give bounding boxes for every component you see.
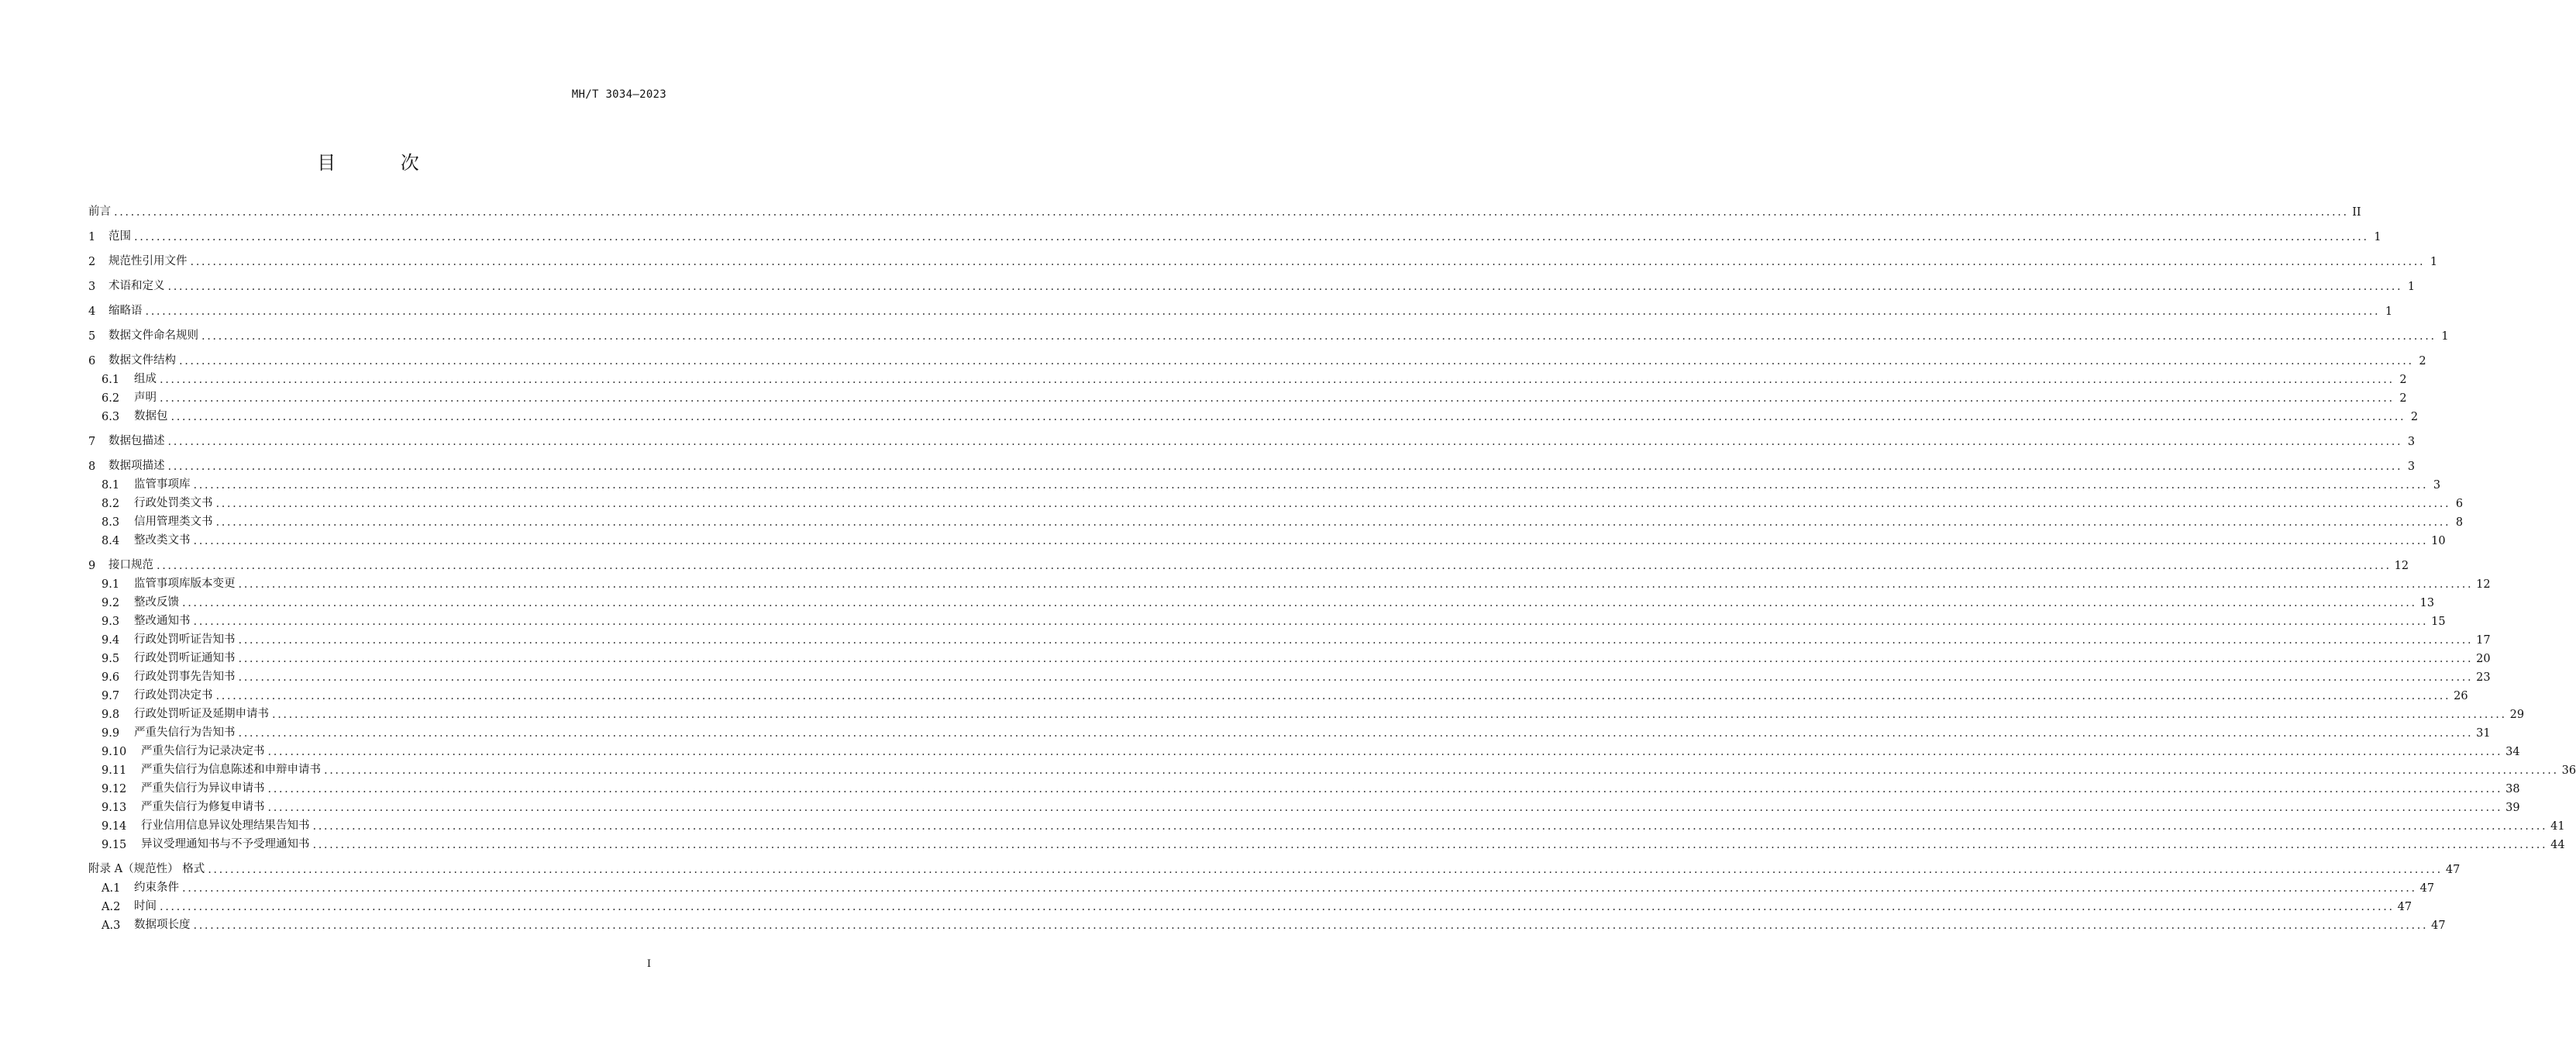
toc-entry-number: 9.1 <box>102 578 120 591</box>
toc-entry-page: 31 <box>2476 727 2491 740</box>
toc-entry[interactable] <box>88 572 2491 591</box>
toc-entry-page: 38 <box>2505 783 2520 795</box>
toc-entry-page: 10 <box>2431 535 2446 547</box>
toc-entry-page: 47 <box>2397 901 2412 913</box>
toc-dot-leader: ................................................................................................................................................................................................................................................................................................................................................................................................................ <box>267 746 2503 758</box>
toc-entry[interactable] <box>88 758 2576 777</box>
toc-entry-label: 前言 <box>88 205 111 218</box>
toc-entry-page: 41 <box>2550 820 2565 833</box>
toc-entry-label: 规范性引用文件 <box>108 255 188 267</box>
toc-dot-leader: ................................................................................................................................................................................................................................................................................................................................................................................................................ <box>238 578 2474 591</box>
toc-entry-number: 9.5 <box>102 653 120 665</box>
toc-entry-page: 13 <box>2419 597 2435 609</box>
toc-entry-label: 严重失信行为修复申请书 <box>141 801 265 813</box>
toc-entry-label: 范围 <box>108 230 131 243</box>
toc-dot-leader: ................................................................................................................................................................................................................................................................................................................................................................................................................ <box>238 634 2474 647</box>
toc-entry-number: 6 <box>88 355 96 367</box>
toc-entry-page: 2 <box>2399 374 2407 386</box>
toc-entry-page: 2 <box>2419 355 2426 367</box>
toc-entry-number: 8 <box>88 461 96 473</box>
toc-entry-label: 约束条件 <box>134 882 179 894</box>
toc-entry-number: 9.15 <box>102 839 127 851</box>
toc-entry[interactable] <box>88 665 2491 684</box>
toc-dot-leader: ................................................................................................................................................................................................................................................................................................................................................................................................................ <box>208 864 2443 876</box>
toc-entry-label: 异议受理通知书与不予受理通知书 <box>141 838 310 851</box>
toc-entry-number: 9.7 <box>102 690 120 702</box>
toc-dot-leader: ................................................................................................................................................................................................................................................................................................................................................................................................................ <box>182 597 2417 609</box>
toc-entry-page: 15 <box>2431 616 2446 628</box>
toc-entry-label: 缩略语 <box>108 305 143 317</box>
toc-dot-leader: ................................................................................................................................................................................................................................................................................................................................................................................................................ <box>145 305 2381 318</box>
toc-dot-leader: ................................................................................................................................................................................................................................................................................................................................................................................................................ <box>312 839 2548 851</box>
toc-dot-leader: ................................................................................................................................................................................................................................................................................................................................................................................................................ <box>201 330 2437 343</box>
toc-entry-label: 数据文件命名规则 <box>108 330 198 342</box>
toc-entry-page: 23 <box>2476 671 2491 684</box>
toc-entry-page: 6 <box>2455 498 2464 510</box>
toc-entry[interactable] <box>88 647 2491 665</box>
toc-entry-number: 9.8 <box>102 709 120 721</box>
toc-entry-label: 严重失信行为告知书 <box>134 726 236 739</box>
toc-entry[interactable] <box>88 721 2491 740</box>
toc-dot-leader: ................................................................................................................................................................................................................................................................................................................................................................................................................ <box>267 783 2503 795</box>
toc-entry-page: 36 <box>2561 764 2576 777</box>
toc-entry[interactable] <box>88 529 2446 547</box>
toc-dot-leader: ................................................................................................................................................................................................................................................................................................................................................................................................................ <box>193 535 2429 547</box>
table-of-contents <box>88 200 2576 932</box>
toc-entry-page: 3 <box>2407 436 2416 448</box>
toc-entry[interactable] <box>88 225 2381 243</box>
toc-dot-leader: ................................................................................................................................................................................................................................................................................................................................................................................................................ <box>238 727 2474 740</box>
toc-entry-page: 1 <box>2430 256 2438 268</box>
toc-entry[interactable] <box>88 367 2407 386</box>
toc-entry[interactable] <box>88 628 2491 647</box>
toc-dot-leader: ................................................................................................................................................................................................................................................................................................................................................................................................................ <box>193 479 2429 492</box>
toc-entry-number: A.3 <box>102 920 121 932</box>
page-number: I <box>646 958 651 970</box>
toc-entry[interactable] <box>88 250 2438 268</box>
toc-entry-number: 9 <box>88 560 96 572</box>
toc-entry[interactable] <box>88 349 2426 367</box>
toc-entry[interactable] <box>88 200 2361 219</box>
document-code: MH/T 3034—2023 <box>571 88 666 101</box>
toc-entry[interactable] <box>88 405 2419 423</box>
toc-entry-label: 行政处罚类文书 <box>134 497 213 509</box>
toc-entry-page: 39 <box>2505 802 2520 814</box>
toc-entry[interactable] <box>88 473 2441 492</box>
toc-entry-number: 9.9 <box>102 727 120 740</box>
toc-dot-leader: ................................................................................................................................................................................................................................................................................................................................................................................................................ <box>272 709 2507 721</box>
toc-entry-label: 数据项长度 <box>134 919 191 931</box>
toc-entry-label: 行政处罚决定书 <box>134 689 213 702</box>
toc-entry[interactable] <box>88 833 2565 851</box>
toc-entry-number: 8.4 <box>102 535 120 547</box>
toc-entry-number: A.1 <box>102 882 121 895</box>
toc-entry-number: 8.1 <box>102 479 120 492</box>
toc-entry-label: 声明 <box>134 392 157 404</box>
toc-entry-page: 47 <box>2419 882 2435 895</box>
toc-entry-page: 12 <box>2394 560 2409 572</box>
toc-entry-number: 5 <box>88 330 96 343</box>
toc-dot-leader: ................................................................................................................................................................................................................................................................................................................................................................................................................ <box>167 281 2403 293</box>
toc-entry[interactable] <box>88 299 2393 318</box>
toc-entry[interactable] <box>88 814 2565 833</box>
toc-entry[interactable] <box>88 454 2416 473</box>
toc-dot-leader: ................................................................................................................................................................................................................................................................................................................................................................................................................ <box>179 355 2414 367</box>
toc-dot-leader: ................................................................................................................................................................................................................................................................................................................................................................................................................ <box>134 231 2369 243</box>
toc-entry[interactable] <box>88 492 2464 510</box>
toc-entry-label: 严重失信行为异议申请书 <box>141 782 265 795</box>
toc-entry-number: 6.3 <box>102 411 120 423</box>
toc-entry-label: 信用管理类文书 <box>134 516 213 528</box>
toc-dot-leader: ................................................................................................................................................................................................................................................................................................................................................................................................................ <box>193 920 2429 932</box>
toc-entry-page: 1 <box>2407 281 2416 293</box>
toc-entry-label: 整改通知书 <box>134 615 191 627</box>
toc-entry-page: 47 <box>2445 864 2461 876</box>
toc-entry-label: 时间 <box>134 900 157 913</box>
toc-dot-leader: ................................................................................................................................................................................................................................................................................................................................................................................................................ <box>160 901 2395 913</box>
toc-entry-number: 1 <box>88 231 96 243</box>
toc-entry-number: 9.13 <box>102 802 127 814</box>
toc-entry-number: 6.1 <box>102 374 120 386</box>
toc-entry-page: 2 <box>2399 392 2407 405</box>
toc-entry-label: 行业信用信息异议处理结果告知书 <box>141 819 310 832</box>
toc-entry-label: 附录 A（规范性） 格式 <box>88 863 205 875</box>
toc-entry-label: 整改反馈 <box>134 596 179 609</box>
toc-entry-number: 6.2 <box>102 392 120 405</box>
toc-entry-label: 数据文件结构 <box>108 354 176 367</box>
toc-entry-label: 监管事项库版本变更 <box>134 578 236 590</box>
toc-entry-page: 3 <box>2407 461 2416 473</box>
toc-dot-leader: ................................................................................................................................................................................................................................................................................................................................................................................................................ <box>215 498 2451 510</box>
toc-entry-label: 组成 <box>134 373 157 385</box>
toc-entry-label: 整改类文书 <box>134 534 191 547</box>
toc-entry-number: 8.3 <box>102 516 120 529</box>
toc-entry-page: 1 <box>2385 305 2393 318</box>
toc-dot-leader: ................................................................................................................................................................................................................................................................................................................................................................................................................ <box>324 764 2559 777</box>
toc-dot-leader: ................................................................................................................................................................................................................................................................................................................................................................................................................ <box>215 690 2451 702</box>
toc-entry-page: 26 <box>2454 690 2468 702</box>
toc-dot-leader: ................................................................................................................................................................................................................................................................................................................................................................................................................ <box>167 461 2403 473</box>
toc-entry-label: 数据包描述 <box>108 435 165 447</box>
toc-dot-leader: ................................................................................................................................................................................................................................................................................................................................................................................................................ <box>160 374 2395 386</box>
toc-entry[interactable] <box>88 609 2446 628</box>
toc-entry-page: 29 <box>2509 709 2525 721</box>
toc-entry-number: 9.10 <box>102 746 127 758</box>
toc-entry[interactable] <box>88 554 2409 572</box>
toc-entry-number: 8.2 <box>102 498 120 510</box>
toc-dot-leader: ................................................................................................................................................................................................................................................................................................................................................................................................................ <box>238 653 2474 665</box>
toc-entry[interactable] <box>88 740 2520 758</box>
toc-entry-page: 12 <box>2476 578 2491 591</box>
toc-entry-page: 1 <box>2441 330 2449 343</box>
toc-entry[interactable] <box>88 913 2446 932</box>
toc-dot-leader: ................................................................................................................................................................................................................................................................................................................................................................................................................ <box>114 206 2349 219</box>
toc-dot-leader: ................................................................................................................................................................................................................................................................................................................................................................................................................ <box>238 671 2474 684</box>
toc-entry-number: 2 <box>88 256 96 268</box>
toc-dot-leader: ................................................................................................................................................................................................................................................................................................................................................................................................................ <box>167 436 2403 448</box>
toc-entry[interactable] <box>88 510 2464 529</box>
toc-entry-page: 34 <box>2505 746 2520 758</box>
toc-entry-label: 术语和定义 <box>108 280 165 292</box>
toc-entry[interactable] <box>88 274 2416 293</box>
toc-dot-leader: ................................................................................................................................................................................................................................................................................................................................................................................................................ <box>182 882 2417 895</box>
toc-dot-leader: ................................................................................................................................................................................................................................................................................................................................................................................................................ <box>170 411 2406 423</box>
toc-entry[interactable] <box>88 430 2416 448</box>
toc-entry[interactable] <box>88 895 2412 913</box>
toc-entry[interactable] <box>88 857 2461 876</box>
toc-dot-leader: ................................................................................................................................................................................................................................................................................................................................................................................................................ <box>267 802 2503 814</box>
toc-entry[interactable] <box>88 795 2520 814</box>
toc-entry-page: II <box>2352 206 2361 219</box>
toc-entry-page: 3 <box>2433 479 2441 492</box>
toc-entry[interactable] <box>88 702 2525 721</box>
toc-entry-page: 17 <box>2476 634 2491 647</box>
toc-dot-leader: ................................................................................................................................................................................................................................................................................................................................................................................................................ <box>190 256 2426 268</box>
toc-entry-label: 行政处罚事先告知书 <box>134 671 236 683</box>
toc-entry-page: 47 <box>2431 920 2446 932</box>
toc-entry[interactable] <box>88 386 2407 405</box>
toc-entry-number: 9.6 <box>102 671 120 684</box>
page-title: 目 次 <box>317 152 449 174</box>
toc-entry-page: 20 <box>2476 653 2491 665</box>
toc-dot-leader: ................................................................................................................................................................................................................................................................................................................................................................................................................ <box>312 820 2548 833</box>
toc-entry-number: 9.14 <box>102 820 127 833</box>
toc-entry-label: 严重失信行为记录决定书 <box>141 745 265 757</box>
toc-entry-label: 行政处罚听证通知书 <box>134 652 236 664</box>
toc-entry[interactable] <box>88 876 2435 895</box>
toc-entry-number: 9.2 <box>102 597 120 609</box>
toc-entry[interactable] <box>88 684 2468 702</box>
toc-entry[interactable] <box>88 324 2449 343</box>
toc-entry-number: 4 <box>88 305 96 318</box>
toc-entry-number: 9.12 <box>102 783 127 795</box>
toc-entry-label: 数据项描述 <box>108 460 165 472</box>
toc-entry-number: 7 <box>88 436 96 448</box>
toc-entry-number: A.2 <box>102 901 121 913</box>
toc-entry-number: 9.11 <box>102 764 127 777</box>
toc-entry-label: 接口规范 <box>108 559 153 571</box>
toc-entry-label: 数据包 <box>134 410 168 423</box>
toc-dot-leader: ................................................................................................................................................................................................................................................................................................................................................................................................................ <box>157 560 2392 572</box>
toc-entry-label: 行政处罚听证告知书 <box>134 633 236 646</box>
toc-entry-label: 行政处罚听证及延期申请书 <box>134 708 269 720</box>
toc-dot-leader: ................................................................................................................................................................................................................................................................................................................................................................................................................ <box>193 616 2429 628</box>
toc-entry-page: 2 <box>2410 411 2419 423</box>
toc-entry-label: 监管事项库 <box>134 478 191 491</box>
toc-entry-label: 严重失信行为信息陈述和申辩申请书 <box>141 764 321 776</box>
toc-dot-leader: ................................................................................................................................................................................................................................................................................................................................................................................................................ <box>215 516 2451 529</box>
toc-entry[interactable] <box>88 777 2520 795</box>
toc-entry-page: 1 <box>2374 231 2381 243</box>
toc-entry-page: 8 <box>2455 516 2464 529</box>
toc-dot-leader: ................................................................................................................................................................................................................................................................................................................................................................................................................ <box>160 392 2395 405</box>
toc-entry-number: 9.4 <box>102 634 120 647</box>
toc-entry-number: 9.3 <box>102 616 120 628</box>
toc-entry-page: 44 <box>2550 839 2565 851</box>
toc-entry-number: 3 <box>88 281 96 293</box>
toc-entry[interactable] <box>88 591 2435 609</box>
